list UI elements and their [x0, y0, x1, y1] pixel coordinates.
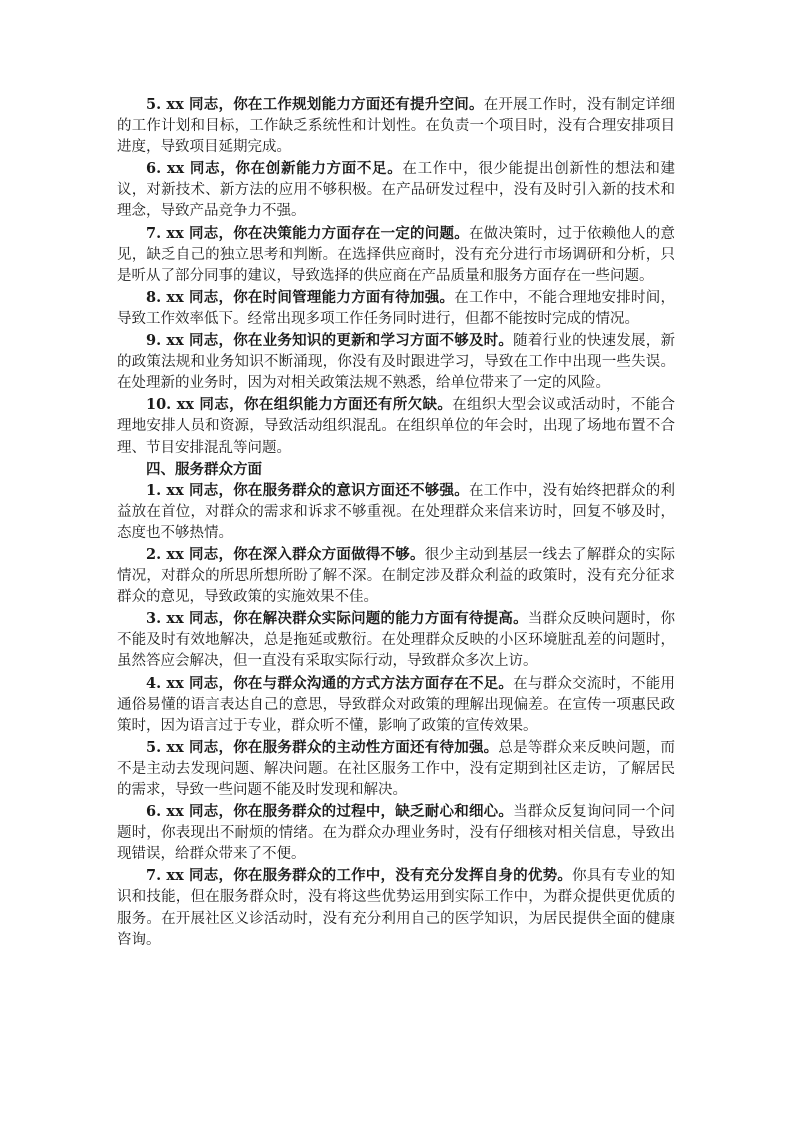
paragraph-text: 在组织大型会议或活动时，不能合理地安排人员和资源，导致活动组织混乱。在组织单位的年会时，出现了场地布置不合理、节目安排混乱等问题。 [117, 397, 675, 456]
paragraph-initiative [117, 737, 675, 801]
paragraph-strengths [117, 865, 675, 950]
paragraph-lead: 5. xx 同志，你在工作规划能力方面还有提升空间。 [146, 96, 484, 113]
paragraph-knowledge-update [117, 330, 675, 394]
paragraph-lead: 10. xx 同志，你在组织能力方面还有所欠缺。 [146, 396, 453, 414]
paragraph-lead: 7. xx 同志，你在决策能力方面存在一定的问题。 [146, 224, 469, 242]
paragraph-lead: 6. xx 同志，你在创新能力方面不足。 [146, 160, 403, 178]
paragraph-text: 随着行业的快速发展，新的政策法规和业务知识不断涌现，你没有及时跟进学习，导致在工作中出现一些失误。在处理新的业务时，因为对相关政策法规不熟悉，给单位带来了一定的风险。 [117, 333, 675, 392]
paragraph-communication [117, 673, 675, 737]
paragraph-text: 在工作中，没有始终把群众的利益放在首位，对群众的需求和诉求不够重视。在处理群众来信来访时，回复不够及时，态度也不够热情。 [117, 482, 675, 541]
paragraph-lead: 6. xx 同志，你在服务群众的过程中，缺乏耐心和细心。 [146, 803, 514, 821]
paragraph-lead: 5. xx 同志，你在服务群众的主动性方面还有待加强。 [146, 738, 499, 756]
paragraph-lead: 1. xx 同志，你在服务群众的意识方面还不够强。 [146, 481, 469, 499]
paragraph-organization [117, 394, 675, 458]
paragraph-text: 在工作中，不能合理地安排时间，导致工作效率低下。经常出现多项工作任务同时进行，但都不能按时完成的情况。 [117, 289, 675, 327]
paragraph-problem-solving [117, 608, 675, 672]
paragraph-text: 在开展工作时，没有制定详细的工作计划和目标，工作缺乏系统性和计划性。在负责一个项目时，没有合理安排项目进度，导致项目延期完成。 [117, 97, 675, 156]
paragraph-text: 当群众反复询问同一个问题时，你表现出不耐烦的情绪。在为群众办理业务时，没有仔细核对相关信息，导致出现错误，给群众带来了不便。 [117, 804, 675, 863]
document-body [117, 94, 675, 951]
paragraph-lead: 2. xx 同志，你在深入群众方面做得不够。 [146, 545, 425, 563]
paragraph-lead: 9. xx 同志，你在业务知识的更新和学习方面不够及时。 [146, 332, 514, 350]
paragraph-lead: 3. xx 同志，你在解决群众实际问题的能力方面有待提高。 [146, 610, 528, 628]
paragraph-work-planning [117, 94, 675, 158]
paragraph-text: 在工作中，很少能提出创新性的想法和建议，对新技术、新方法的应用不够积极。在产品研发过程中，没有及时引入新的技术和理念，导致产品竞争力不强。 [117, 161, 675, 220]
paragraph-lead: 4. xx 同志，你在与群众沟通的方式方法方面存在不足。 [146, 674, 514, 692]
paragraph-grassroots [117, 544, 675, 608]
paragraph-text: 总是等群众来反映问题，而不是主动去发现问题、解决问题。在社区服务工作中，没有定期到社区走访，了解居民的需求，导致一些问题不能及时发现和解决。 [117, 739, 675, 798]
paragraph-text: 你具有专业的知识和技能，但在服务群众时，没有将这些优势运用到实际工作中，为群众提供更优质的服务。在开展社区义诊活动时，没有充分利用自己的医学知识，为居民提供全面的健康咨询。 [117, 868, 675, 948]
paragraph-decision-making [117, 223, 675, 287]
paragraph-lead: 8. xx 同志，你在时间管理能力方面有待加强。 [146, 288, 455, 306]
paragraph-innovation [117, 158, 675, 222]
paragraph-text: 当群众反映问题时，你不能及时有效地解决，总是拖延或敷衍。在处理群众反映的小区环境脏乱差的问题时，虽然答应会解决，但一直没有采取实际行动，导致群众多次上访。 [117, 611, 675, 670]
paragraph-service-awareness [117, 480, 675, 544]
paragraph-patience [117, 801, 675, 865]
paragraph-time-management [117, 287, 675, 330]
section-heading: 四、服务群众方面 [146, 460, 262, 478]
paragraph-text: 在做决策时，过于依赖他人的意见，缺乏自己的独立思考和判断。在选择供应商时，没有充分进行市场调研和分析，只是听从了部分同事的建议，导致选择的供应商在产品质量和服务方面存在一些问题。 [117, 225, 675, 284]
paragraph-text: 很少主动到基层一线去了解群众的实际情况，对群众的所思所想所盼了解不深。在制定涉及群众利益的政策时，没有充分征求群众的意见，导致政策的实施效果不佳。 [117, 546, 675, 606]
paragraph-lead: 7. xx 同志，你在服务群众的工作中，没有充分发挥自身的优势。 [146, 867, 573, 885]
paragraph-text: 在与群众交流时，不能用通俗易懂的语言表达自己的意思，导致群众对政策的理解出现偏差。在宣传一项惠民政策时，因为语言过于专业，群众听不懂，影响了政策的宣传效果。 [117, 675, 675, 734]
